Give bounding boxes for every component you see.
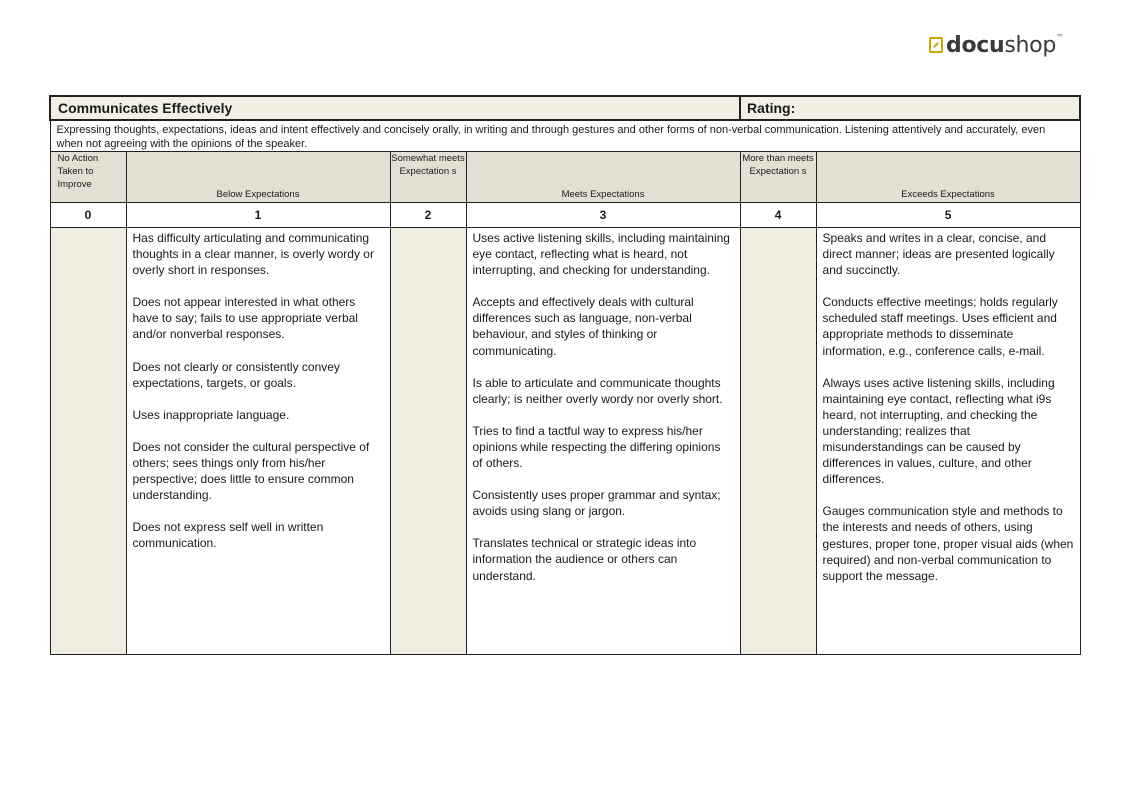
logo-wordmark: docushop™	[946, 32, 1064, 58]
criteria-item: Conducts effective meetings; holds regularly scheduled staff meetings. Uses efficient and appropriate methods to disseminate information, e.g., conference calls, e-mail.	[822, 295, 1058, 358]
level-heading-2: Somewhat meets Expectation s	[390, 152, 466, 203]
level-heading-4: More than meets Expectation s	[740, 152, 816, 203]
score-1: 1	[126, 203, 390, 228]
level-heading-5: Exceeds Expectations	[816, 152, 1080, 203]
docushop-logo[interactable]	[929, 30, 1064, 60]
score-5: 5	[816, 203, 1080, 228]
criteria-item: Uses inappropriate language.	[132, 407, 290, 422]
competency-rubric-table	[49, 95, 1081, 655]
criteria-item: Speaks and writes in a clear, concise, and direct manner; ideas are presented logically and succinctly.	[822, 231, 1055, 278]
criteria-item: Translates technical or strategic ideas into information the audience or others can understand.	[472, 536, 697, 583]
competency-title: Communicates Effectively	[50, 96, 740, 120]
score-0: 0	[50, 203, 126, 228]
criteria-cell-0	[50, 228, 126, 655]
criteria-item: Is able to articulate and communicate thoughts clearly; is neither overly wordy nor overly short.	[472, 375, 723, 406]
criteria-item: Uses active listening skills, including maintaining eye contact, reflecting what is heard, not interrupting, and checking for understanding.	[472, 231, 730, 278]
level-heading-3: Meets Expectations	[466, 152, 740, 203]
criteria-item: Does not express self well in written communication.	[132, 520, 324, 551]
docushop-logo-icon	[929, 37, 943, 53]
criteria-item: Consistently uses proper grammar and syntax; avoids using slang or jargon.	[472, 488, 721, 519]
rating-label: Rating:	[740, 96, 1080, 120]
criteria-item: Tries to find a tactful way to express his/her opinions while respecting the differing opinions of others.	[472, 423, 721, 471]
criteria-cell-4	[740, 228, 816, 655]
criteria-cell-2	[390, 228, 466, 655]
criteria-cell-1	[126, 228, 390, 655]
score-2: 2	[390, 203, 466, 228]
criteria-item: Does not clearly or consistently convey expectations, targets, or goals.	[132, 359, 340, 390]
score-4: 4	[740, 203, 816, 228]
criteria-item: Has difficulty articulating and communicating thoughts in a clear manner, is overly wordy or overly short in responses.	[132, 231, 374, 278]
level-heading-1: Below Expectations	[126, 152, 390, 203]
score-3: 3	[466, 203, 740, 228]
criteria-cell-3	[466, 228, 740, 655]
criteria-item: Does not appear interested in what others have to say; fails to use appropriate verbal and/or nonverbal responses.	[132, 295, 358, 342]
criteria-item: Accepts and effectively deals with cultural differences such as language, non-verbal behaviour, and styles of thinking or communicating.	[472, 295, 694, 358]
criteria-item: Always uses active listening skills, including maintaining eye contact, reflecting what i9s heard, not interrupting, and checking the understanding; realizes that misunderstandings can be caused by differences in values, culture, and other differences.	[822, 375, 1055, 487]
competency-description: Expressing thoughts, expectations, ideas and intent effectively and concisely orally, in writing and through gestures and other forms of non-verbal communication. Listening attentively and accurately, even when not agreeing with the opinions of the speaker.	[50, 120, 1080, 152]
criteria-item: Does not consider the cultural perspective of others; sees things only from his/her perspective; does little to ensure common understanding.	[132, 439, 370, 503]
level-heading-0: No Action Taken to Improve	[50, 152, 126, 203]
criteria-cell-5	[816, 228, 1080, 655]
criteria-item: Gauges communication style and methods to the interests and needs of others, using gestures, proper tone, proper visual aids (when required) and non-verbal communication to support the message.	[822, 504, 1074, 583]
